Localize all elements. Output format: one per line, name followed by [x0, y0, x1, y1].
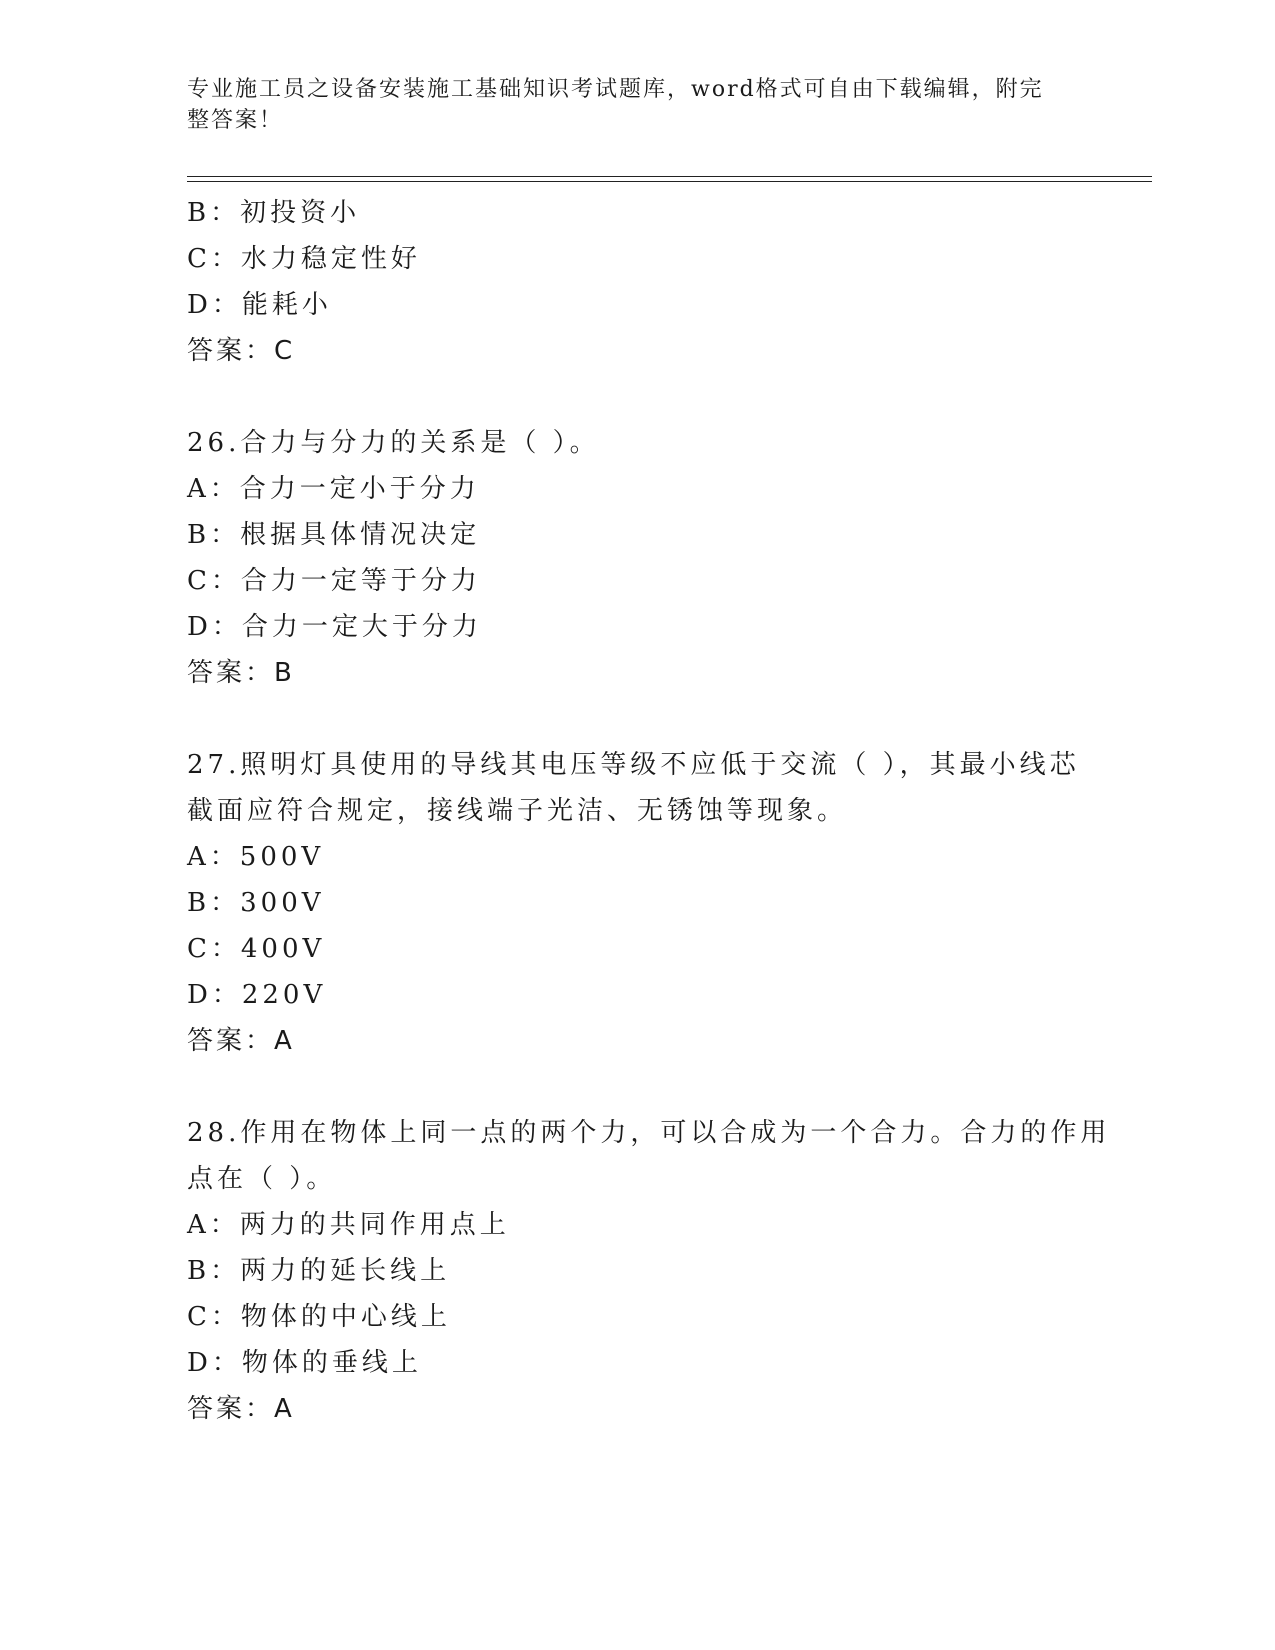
answer-line: 答案：A [187, 1394, 295, 1424]
option-d: D：合力一定大于分力 [187, 612, 482, 642]
header-divider-top [187, 176, 1152, 177]
option-b: B：初投资小 [187, 198, 361, 228]
option-c: C：400V [187, 934, 326, 964]
header-divider-bottom [187, 181, 1152, 182]
page-header [187, 74, 1067, 136]
option-b: B：两力的延长线上 [187, 1256, 451, 1286]
question-25 [187, 190, 1087, 374]
option-d: D：220V [187, 980, 327, 1010]
option-c: C：合力一定等于分力 [187, 566, 481, 596]
question-28 [187, 1110, 1111, 1432]
question-26 [187, 420, 1087, 696]
header-line-1: 专业施工员之设备安装施工基础知识考试题库，word格式可自由下载编辑，附完 [187, 77, 1044, 102]
option-d: D：能耗小 [187, 290, 332, 320]
spacer [187, 696, 1087, 742]
option-a: A：两力的共同作用点上 [187, 1210, 510, 1240]
answer-line: 答案：B [187, 658, 295, 688]
question-content [187, 190, 1111, 1432]
option-a: A：500V [187, 842, 325, 872]
header-line-2: 整答案！ [187, 108, 284, 133]
answer-line: 答案：A [187, 1026, 295, 1056]
question-stem-line-1: 27.照明灯具使用的导线其电压等级不应低于交流（ ），其最小线芯 [187, 750, 1080, 780]
question-stem-line-1: 28.作用在物体上同一点的两个力，可以合成为一个合力。合力的作用 [187, 1118, 1111, 1148]
question-stem-line-2: 截面应符合规定，接线端子光洁、无锈蚀等现象。 [187, 796, 848, 826]
option-b: B：300V [187, 888, 325, 918]
question-stem-line-2: 点在（ ）。 [187, 1164, 337, 1194]
option-d: D：物体的垂线上 [187, 1348, 422, 1378]
option-b: B：根据具体情况决定 [187, 520, 481, 550]
option-c: C：物体的中心线上 [187, 1302, 451, 1332]
answer-line: 答案：C [187, 336, 296, 366]
question-27 [187, 742, 1087, 1064]
spacer [187, 374, 1087, 420]
spacer [187, 1064, 1087, 1110]
question-stem: 26.合力与分力的关系是（ ）。 [187, 428, 600, 458]
option-c: C：水力稳定性好 [187, 244, 421, 274]
option-a: A：合力一定小于分力 [187, 474, 480, 504]
